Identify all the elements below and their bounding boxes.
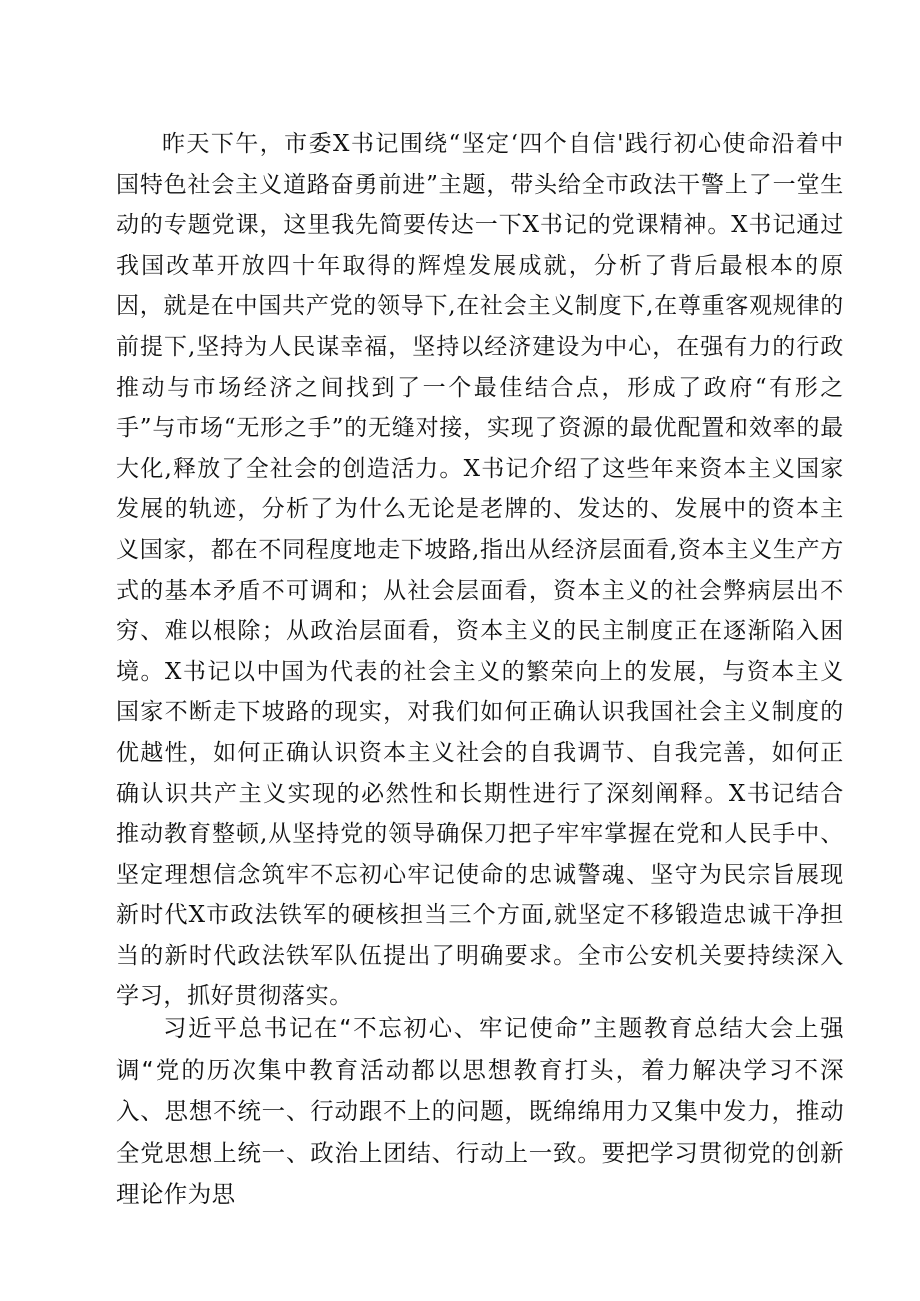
paragraph-party-lecture-summary: 昨天下午，市委X书记围绕“坚定‘四个自信'践行初心使命沿着中国特色社会主义道路奋勇前进”主题，带头给全市政法干警上了一堂生动的专题党课，这里我先简要传达一下X书记的党课精神。X书记通过我国改革开放四十年取得的辉煌发展成就，分析了背后最根本的原因，就是在中国共产党的领导下,在社会主义制度下,在尊重客观规律的前提下,坚持为人民谋幸福，坚持以经济建设为中心，在强有力的行政推动与市场经济之间找到了一个最佳结合点，形成了政府“有形之手”与市场“无形之手”的无缝对接，实现了资源的最优配置和效率的最大化,释放了全社会的创造活力。X书记介绍了这些年来资本主义国家发展的轨迹，分析了为什么无论是老牌的、发达的、发展中的资本主义国家，都在不同程度地走下坡路,指出从经济层面看,资本主义生产方式的基本矛盾不可调和；从社会层面看，资本主义的社会弊病层出不穷、难以根除；从政治层面看，资本主义的民主制度正在逐渐陷入困境。X书记以中国为代表的社会主义的繁荣向上的发展，与资本主义国家不断走下坡路的现实，对我们如何正确认识我国社会主义制度的优越性，如何正确认识资本主义社会的自我调节、自我完善，如何正确认识共产主义实现的必然性和长期性进行了深刻阐释。X书记结合推动教育整顿,从坚持党的领导确保刀把子牢牢掌握在党和人民手中、坚定理想信念筑牢不忘初心牢记使命的忠诚警魂、坚守为民宗旨展现新时代X市政法铁军的硬核担当三个方面,就坚定不移锻造忠诚干净担当的新时代政法铁军队伍提出了明确要求。全市公安机关要持续深入学习，抓好贯彻落实。	[116, 131, 844, 1010]
paragraph-xi-speech-quote: 习近平总书记在“不忘初心、牢记使命”主题教育总结大会上强调“党的历次集中教育活动都以思想教育打头，着力解决学习不深入、思想不统一、行动跟不上的问题，既绵绵用力又集中发力，推动全党思想上统一、政治上团结、行动上一致。要把学习贯彻党的创新理论作为思	[116, 1014, 844, 1208]
